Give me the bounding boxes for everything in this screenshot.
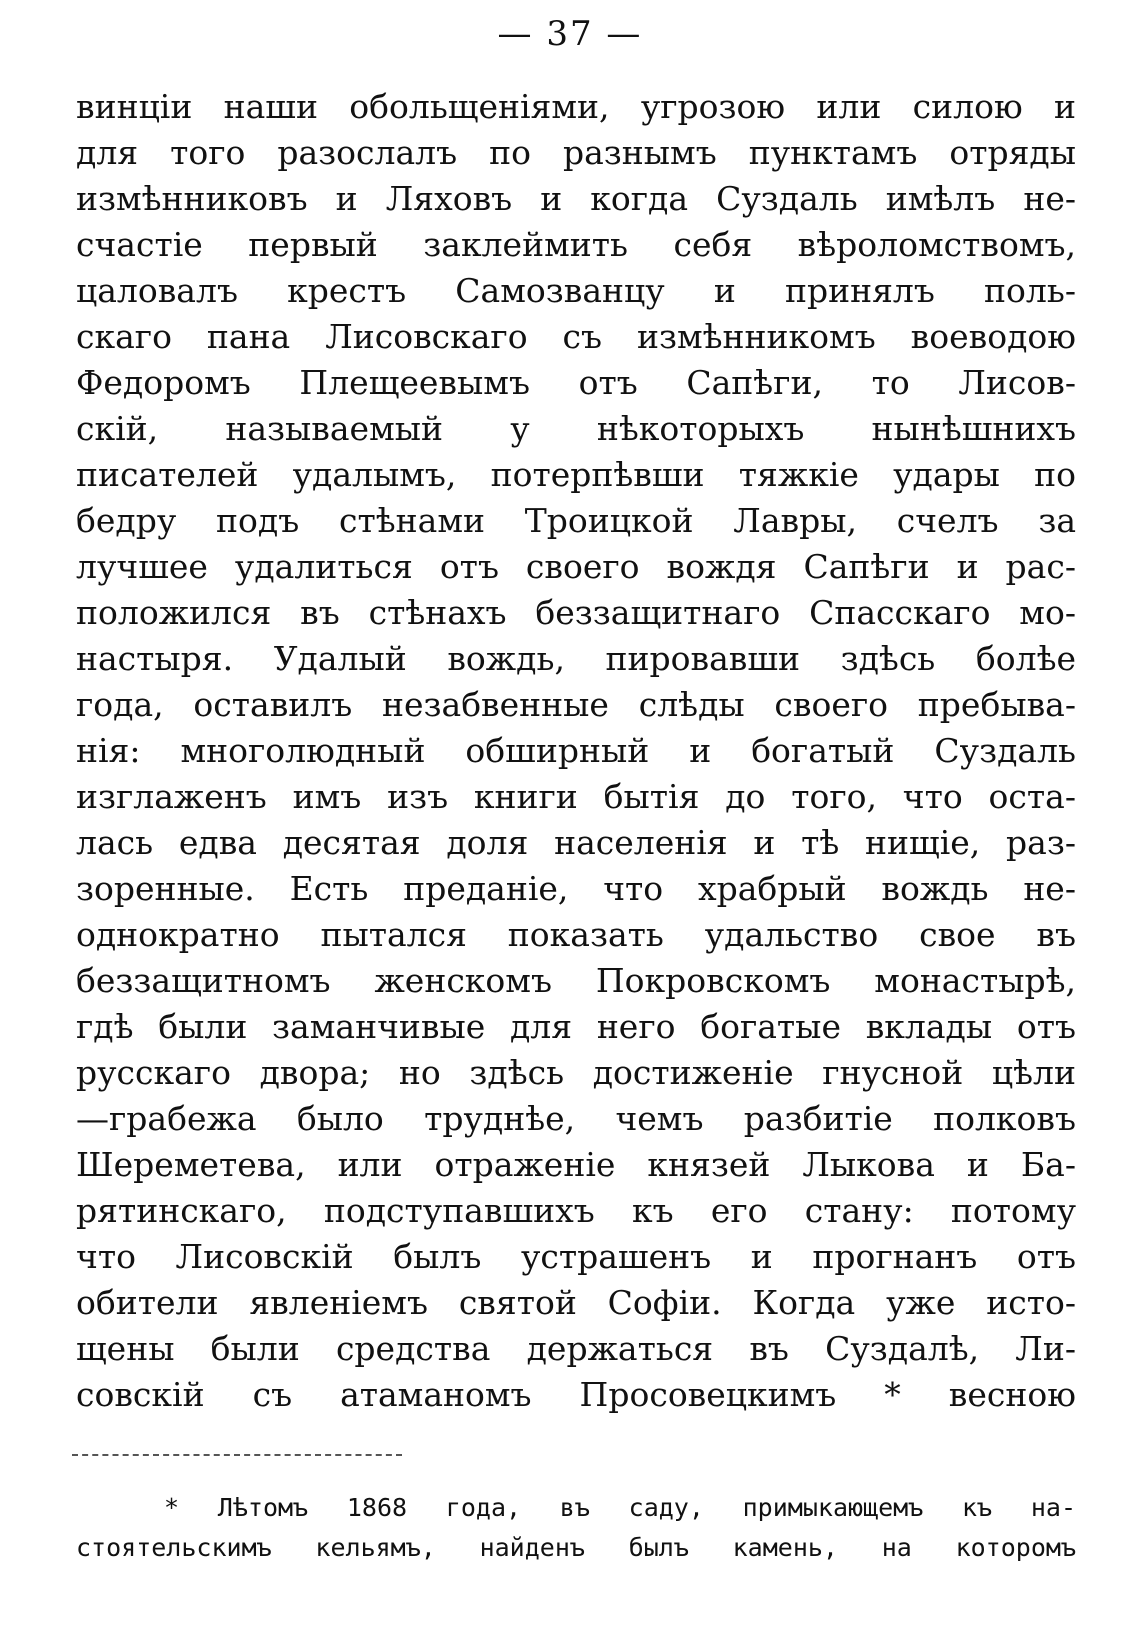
text-line: лучшее удалиться отъ своего вождя Сапѣги и рас- [76, 547, 1076, 586]
text-line: Федоромъ Плещеевымъ отъ Сапѣги, то Лисов- [76, 363, 1076, 402]
text-line: совскій съ атаманомъ Просовецкимъ * весною [76, 1375, 1076, 1414]
text-line: лась едва десятая доля населенія и тѣ нищіе, раз- [76, 823, 1076, 862]
text-line: зоренные. Есть преданіе, что храбрый вождь не- [76, 869, 1076, 908]
text-line: винціи наши обольщеніями, угрозою или силою и [76, 87, 1076, 126]
text-line: бедру подъ стѣнами Троицкой Лавры, счелъ за [76, 501, 1076, 540]
text-line: положился въ стѣнахъ беззащитнаго Спасскаго мо- [76, 593, 1076, 632]
text-line: года, оставилъ незабвенные слѣды своего пребыва- [76, 685, 1076, 724]
text-line: писателей удалымъ, потерпѣвши тяжкіе удары по [76, 455, 1076, 494]
footnote [76, 1488, 1076, 1568]
text-line: однократно пытался показать удальство свое въ [76, 915, 1076, 954]
text-line: нія: многолюдный обширный и богатый Суздаль [76, 731, 1076, 770]
text-line: щены были средства держаться въ Суздалѣ, Ли- [76, 1329, 1076, 1368]
text-line: обители явленіемъ святой Софіи. Когда уже исто- [76, 1283, 1076, 1322]
text-line: для того разослалъ по разнымъ пунктамъ отряды [76, 133, 1076, 172]
page-number: — 37 — [497, 14, 643, 54]
text-line: измѣнниковъ и Ляховъ и когда Суздаль имѣлъ не- [76, 179, 1076, 218]
text-line: русскаго двора; но здѣсь достиженіе гнусной цѣли [76, 1053, 1076, 1092]
text-line: изглаженъ имъ изъ книги бытія до того, что оста- [76, 777, 1076, 816]
text-line: беззащитномъ женскомъ Покровскомъ монастырѣ, [76, 961, 1076, 1000]
text-line: цаловалъ крестъ Самозванцу и принялъ поль- [76, 271, 1076, 310]
text-line: гдѣ были заманчивые для него богатые вклады отъ [76, 1007, 1076, 1046]
text-line: —грабежа было труднѣе, чемъ разбитіе полковъ [76, 1099, 1076, 1138]
footnote-line: стоятельскимъ кельямъ, найденъ былъ камень, на которомъ [76, 1533, 1076, 1562]
text-line: настыря. Удалый вождь, пировавши здѣсь болѣе [76, 639, 1076, 678]
text-line: что Лисовскій былъ устрашенъ и прогнанъ отъ [76, 1237, 1076, 1276]
footnote-divider [72, 1454, 402, 1456]
text-line: Шереметева, или отраженіе князей Лыкова и Ба- [76, 1145, 1076, 1184]
footnote-line: * Лѣтомъ 1868 года, въ саду, примыкающемъ къ на- [164, 1493, 1076, 1522]
text-line: рятинскаго, подступавшихъ къ его стану: потому [76, 1191, 1076, 1230]
text-line: скій, называемый у нѣкоторыхъ нынѣшнихъ [76, 409, 1076, 448]
text-line: скаго пана Лисовскаго съ измѣнникомъ воеводою [76, 317, 1076, 356]
text-line: счастіе первый заклеймить себя вѣроломствомъ, [76, 225, 1076, 264]
body-text [76, 84, 1076, 1418]
